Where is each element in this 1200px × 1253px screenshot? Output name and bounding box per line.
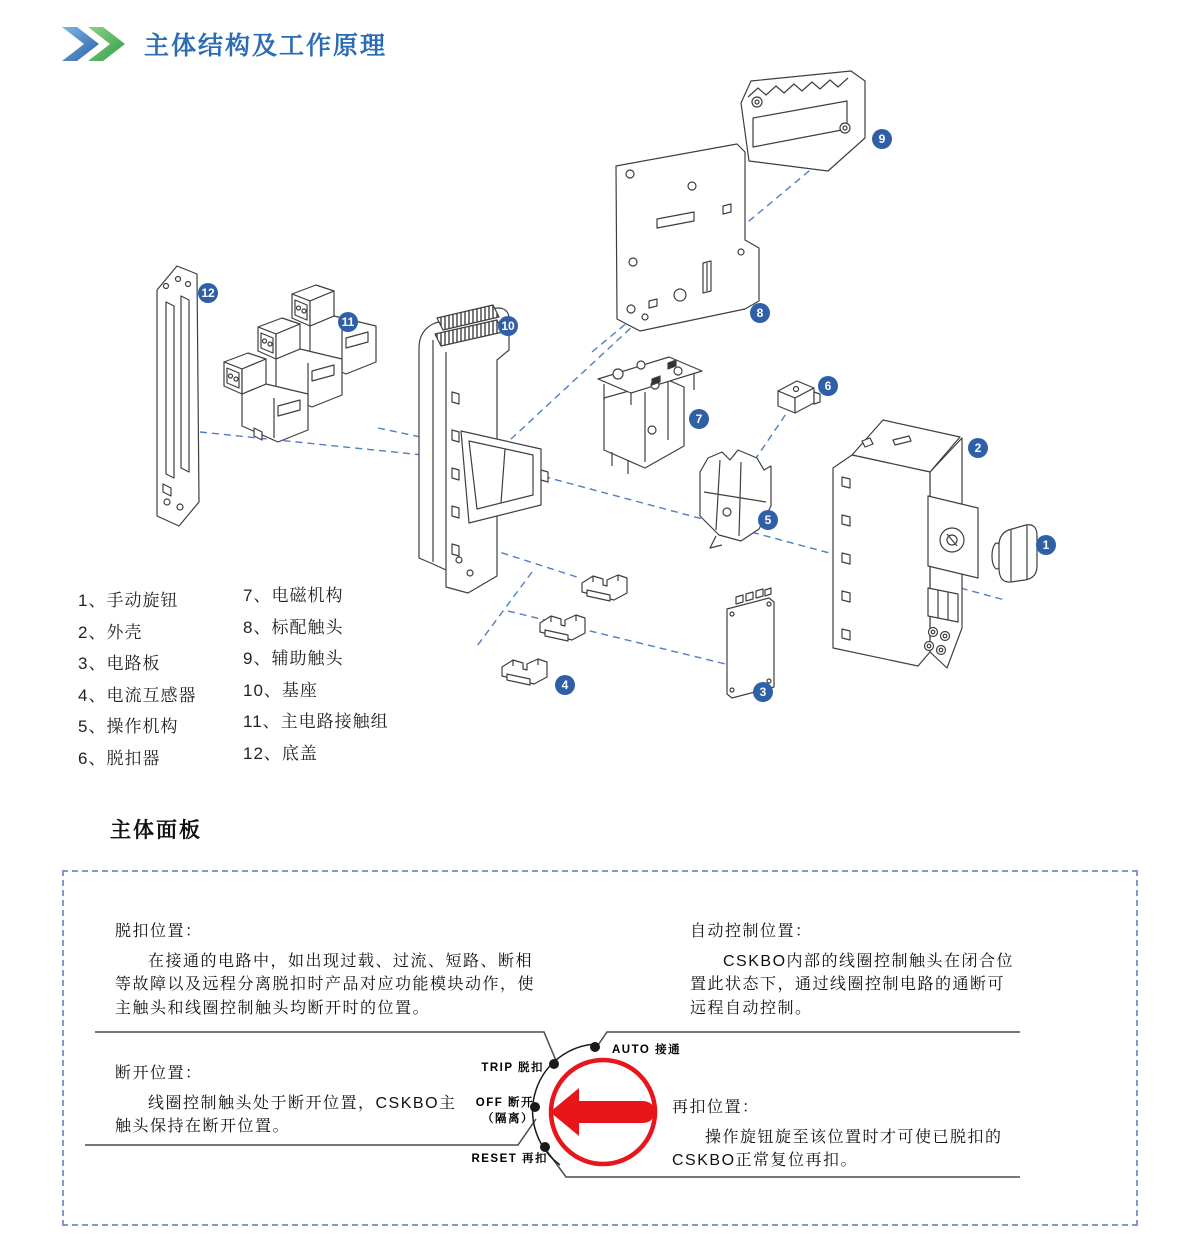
part-12-bottom-cover [157, 266, 199, 526]
parts-list-item: 7、电磁机构 [243, 586, 344, 605]
dial-label-reset: RESET 再扣 [471, 1153, 548, 1165]
parts-list-item: 8、标配触头 [243, 617, 344, 637]
part-4-current-transformers [502, 575, 627, 685]
parts-list-item: 2、外壳 [78, 622, 143, 642]
dial-label-auto: AUTO 接通 [612, 1044, 682, 1056]
parts-list-item: 4、电流互感器 [78, 685, 197, 705]
part-2-housing [833, 420, 978, 668]
callout-2: 2 [968, 438, 988, 458]
callout-12: 12 [198, 283, 218, 303]
part-11-contact-group [224, 285, 376, 442]
block-title: 脱扣位置： [115, 923, 203, 940]
part-9-aux-contact [741, 71, 865, 171]
part-7-electromagnet [598, 357, 702, 474]
dial-label-trip: TRIP 脱扣 [481, 1062, 544, 1074]
parts-list-column-2 [243, 581, 389, 771]
callout-6: 6 [818, 376, 838, 396]
parts-list-item: 11、主电路接触组 [243, 712, 389, 732]
trip-position-block: 脱扣位置： 在接通的电路中，如出现过载、过流、短路、断相 等故障以及远程分离脱扣时产品对应功能模块动作，使 主触头和线圈控制触头均断开时的位置。 [115, 918, 535, 1018]
callout-5: 5 [758, 510, 778, 530]
panel-heading: 主体面板 [110, 819, 202, 842]
parts-list-item: 1、手动旋钮 [78, 591, 179, 610]
callout-1: 1 [1036, 535, 1056, 555]
parts-list-item: 12、底盖 [243, 743, 318, 763]
page-title: 主体结构及工作原理 [144, 32, 388, 60]
block-title: 自动控制位置： [690, 923, 813, 940]
parts-list-item: 5、操作机构 [78, 717, 179, 737]
parts-list-column-1 [78, 586, 196, 776]
reset-position-block: 再扣位置： 操作旋钮旋至该位置时才可使已脱扣的 CSKBO正常复位再扣。 [672, 1094, 1003, 1171]
callout-11: 11 [338, 312, 358, 332]
block-title: 断开位置： [115, 1065, 203, 1082]
part-10-base [419, 305, 548, 593]
dial-label-off: OFF 断开 （隔离） [475, 1097, 534, 1125]
off-position-block: 断开位置： 线圈控制触头处于断开位置，CSKBO主 触头保持在断开位置。 [115, 1060, 457, 1137]
block-title: 再扣位置： [672, 1099, 760, 1116]
callout-9: 9 [872, 129, 892, 149]
callout-4: 4 [555, 675, 575, 695]
parts-list-item: 3、电路板 [78, 654, 161, 674]
callout-3: 3 [753, 682, 773, 702]
callout-8: 8 [750, 303, 770, 323]
part-3-circuit-board [727, 588, 774, 698]
parts-list-item: 9、辅助触头 [243, 649, 344, 669]
callout-7: 7 [689, 409, 709, 429]
auto-position-block: 自动控制位置： CSKBO内部的线圈控制触头在闭合位 置此状态下，通过线圈控制电路的通断可 远程自动控制。 [690, 918, 1014, 1018]
callout-10: 10 [498, 316, 518, 336]
part-1-manual-knob [992, 525, 1037, 582]
part-6-release [778, 381, 820, 413]
parts-list-item: 10、基座 [243, 680, 318, 700]
part-8-standard-contact [616, 144, 759, 331]
parts-list-item: 6、脱扣器 [78, 748, 161, 768]
part-5-operating-mechanism [700, 450, 771, 548]
